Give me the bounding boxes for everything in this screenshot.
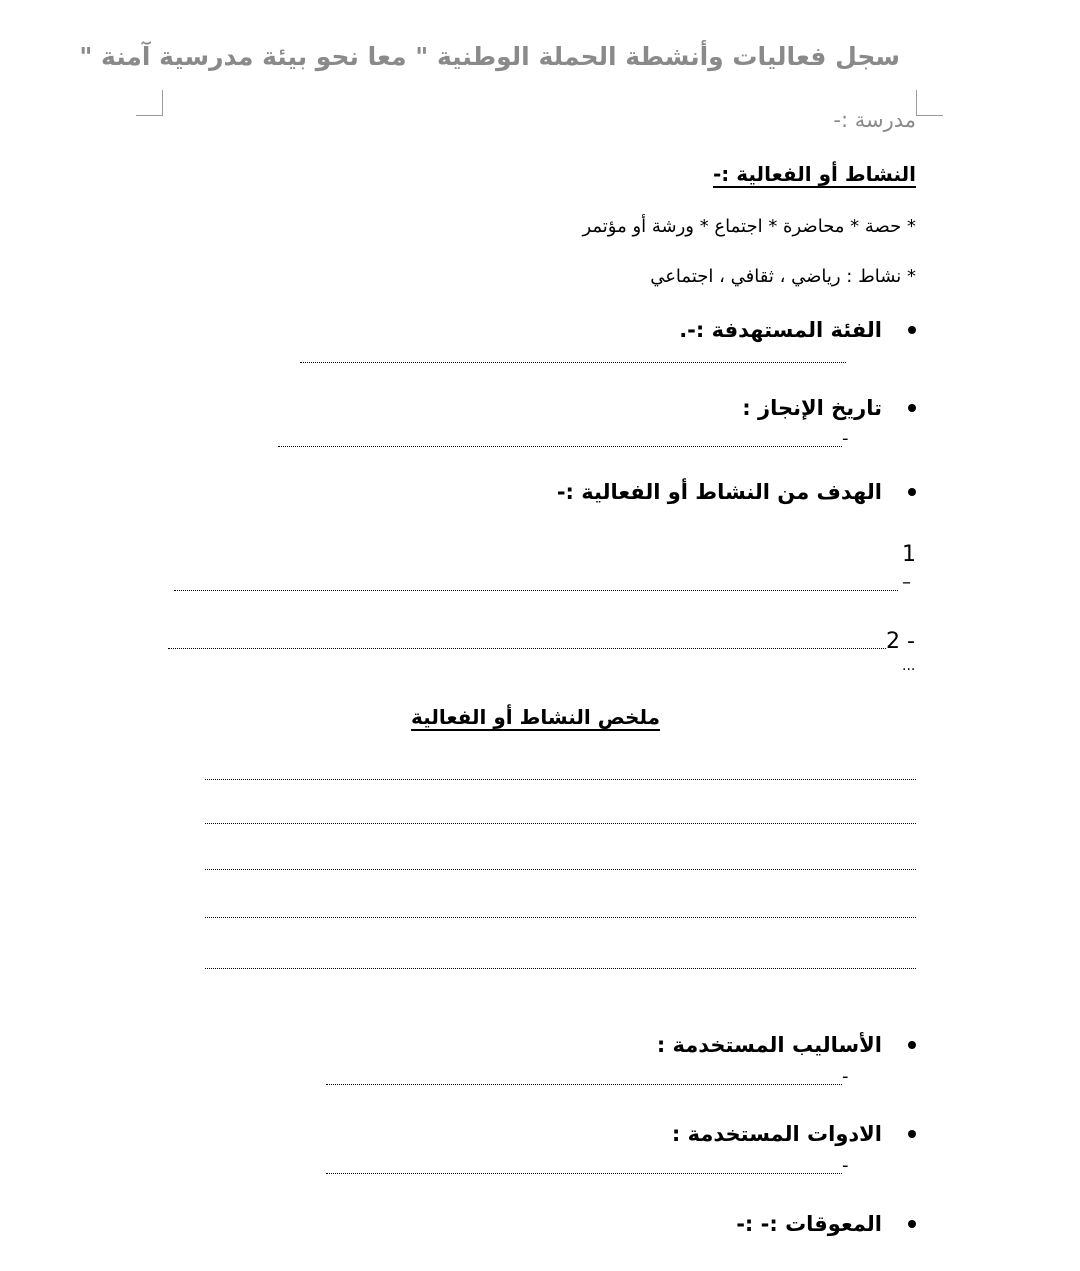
field-target-group [679, 318, 916, 342]
field-label: الفئة المستهدفة :-. [679, 318, 882, 342]
school-label: مدرسة :- [833, 108, 916, 132]
activity-heading: النشاط أو الفعالية :- [713, 162, 916, 186]
summary-line-1[interactable] [205, 779, 916, 780]
margin-corner-mark-left [136, 90, 163, 116]
field-label: الهدف من النشاط أو الفعالية :- [556, 480, 882, 504]
fill-line-goal-2[interactable] [168, 648, 886, 649]
bullet-icon [908, 1130, 916, 1138]
bullet-icon [908, 488, 916, 496]
dash-mark: - [842, 1155, 849, 1176]
summary-line-5[interactable] [205, 968, 916, 969]
goal-continuation-dots: ... [902, 658, 916, 674]
field-label: الادوات المستخدمة : [671, 1122, 882, 1146]
activity-options-line-1: * حصة * محاضرة * اجتماع * ورشة أو مؤتمر [582, 216, 916, 237]
field-completion-date [742, 396, 916, 420]
bullet-icon [908, 1220, 916, 1228]
summary-heading: ملخص النشاط أو الفعالية [411, 705, 660, 729]
field-tools [672, 1122, 916, 1146]
goal-dash-1: – [902, 572, 911, 593]
dash-mark: - [842, 1066, 849, 1087]
fill-line-date[interactable] [278, 446, 842, 447]
field-methods [657, 1033, 916, 1057]
field-label: تاريخ الإنجاز : [742, 396, 882, 420]
field-label: المعوقات :- :- [736, 1212, 882, 1236]
activity-options-line-2: * نشاط : رياضي ، ثقافي ، اجتماعي [650, 266, 916, 287]
bullet-icon [908, 404, 916, 412]
margin-corner-mark-right [916, 90, 943, 116]
bullet-icon [908, 326, 916, 334]
fill-line-goal-1[interactable] [174, 590, 898, 591]
summary-line-4[interactable] [205, 917, 916, 918]
fill-line-tools[interactable] [326, 1173, 842, 1174]
goal-number-2: 2 - [886, 629, 915, 654]
goal-number-1: 1 [902, 542, 916, 567]
fill-line-methods[interactable] [326, 1084, 842, 1085]
field-label: الأساليب المستخدمة : [656, 1033, 882, 1057]
summary-line-2[interactable] [205, 823, 916, 824]
dash-mark: - [842, 428, 849, 449]
summary-line-3[interactable] [205, 869, 916, 870]
fill-line-target[interactable] [300, 362, 846, 363]
field-goal [557, 480, 916, 504]
bullet-icon [908, 1041, 916, 1049]
document-title: سجل فعاليات وأنشطة الحملة الوطنية " معا نحو بيئة مدرسية آمنة " [79, 42, 900, 71]
field-obstacles [736, 1212, 916, 1236]
